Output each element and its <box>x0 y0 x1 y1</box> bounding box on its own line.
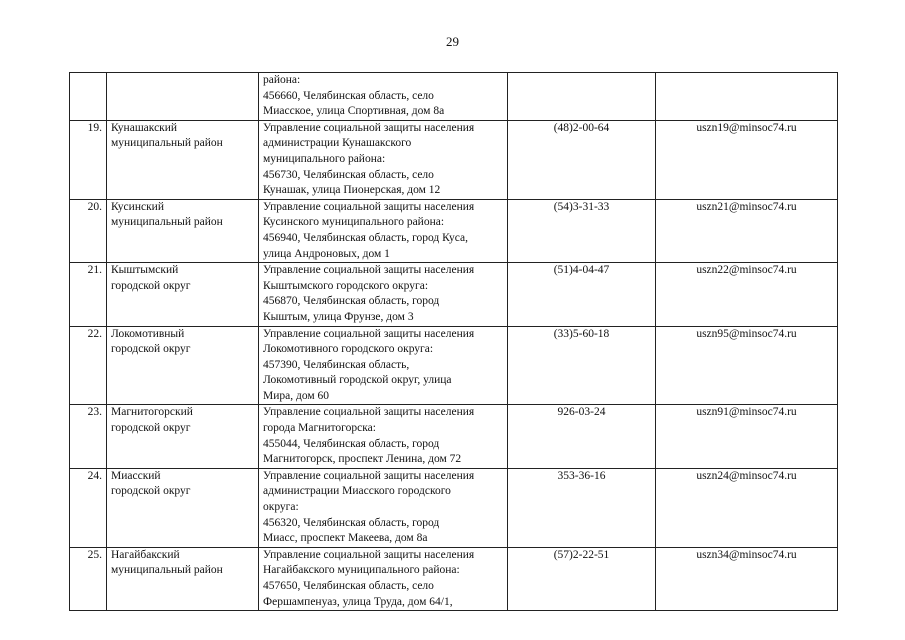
agency-address-line: Управление социальной защиты населения <box>263 548 475 561</box>
district-name-line: Миасский <box>111 469 161 482</box>
agency-address-line: 456320, Челябинская область, город <box>263 516 440 529</box>
agency-address-line: Кыштым, улица Фрунзе, дом 3 <box>263 310 414 323</box>
row-number <box>70 73 107 121</box>
agency-address-line: 456870, Челябинская область, город <box>263 295 440 308</box>
district-name <box>107 120 259 199</box>
agency-address-line: города Магнитогорска: <box>263 422 376 435</box>
district-name-line: муниципальный район <box>111 216 223 229</box>
phone-number: 926-03-24 <box>508 405 656 468</box>
district-name-line: городской округ <box>111 485 191 498</box>
district-name-line: Кусинский <box>111 200 164 213</box>
email-address: uszn34@minsoc74.ru <box>656 547 838 610</box>
row-number: 25. <box>70 547 107 610</box>
table-row <box>70 326 838 405</box>
agency-address-line: Управление социальной защиты населения <box>263 327 475 340</box>
table-row <box>70 547 838 610</box>
district-name-line: муниципальный район <box>111 564 223 577</box>
agency-address-line: Миасс, проспект Макеева, дом 8а <box>263 532 428 545</box>
district-name <box>107 405 259 468</box>
district-name-line: муниципальный район <box>111 137 223 150</box>
phone-number: 353-36-16 <box>508 468 656 547</box>
district-name-line: Локомотивный <box>111 327 185 340</box>
row-number: 23. <box>70 405 107 468</box>
district-name <box>107 263 259 326</box>
agency-address-line: Управление социальной защиты населения <box>263 469 475 482</box>
phone-number: (33)5-60-18 <box>508 326 656 405</box>
district-name-line: Кунашакский <box>111 121 178 134</box>
phone-number: (57)2-22-51 <box>508 547 656 610</box>
district-name-line: городской округ <box>111 343 191 356</box>
agency-address-line: Нагайбакского муниципального района: <box>263 564 460 577</box>
phone-number: (51)4-04-47 <box>508 263 656 326</box>
row-number: 19. <box>70 120 107 199</box>
district-name-line: Магнитогорский <box>111 406 193 419</box>
agency-address-line: Кунашак, улица Пионерская, дом 12 <box>263 184 441 197</box>
agency-address-line: Кыштымского городского округа: <box>263 279 429 292</box>
district-name <box>107 326 259 405</box>
agency-address-line: администрации Миасского городского <box>263 485 451 498</box>
email-address: uszn24@minsoc74.ru <box>656 468 838 547</box>
table-row <box>70 73 838 121</box>
agency-address-line: 456660, Челябинская область, село <box>263 89 434 102</box>
district-name-line: городской округ <box>111 422 191 435</box>
district-name <box>107 468 259 547</box>
row-number: 22. <box>70 326 107 405</box>
agency-address <box>259 199 508 262</box>
page-number: 29 <box>446 34 459 49</box>
district-name-line: городской округ <box>111 279 191 292</box>
agency-address-line: Магнитогорск, проспект Ленина, дом 72 <box>263 453 462 466</box>
agency-address <box>259 468 508 547</box>
agency-address <box>259 547 508 610</box>
table-row <box>70 405 838 468</box>
agency-address-line: Локомотивный городской округ, улица <box>263 374 452 387</box>
agency-address-line: 456730, Челябинская область, село <box>263 168 434 181</box>
phone-number: (54)3-31-33 <box>508 199 656 262</box>
agency-address-line: администрации Кунашакского <box>263 137 412 150</box>
table-row <box>70 263 838 326</box>
agency-address-line: Управление социальной защиты населения <box>263 121 475 134</box>
agency-address <box>259 263 508 326</box>
phone-number <box>508 73 656 121</box>
email-address: uszn19@minsoc74.ru <box>656 120 838 199</box>
agency-address <box>259 326 508 405</box>
email-address: uszn22@minsoc74.ru <box>656 263 838 326</box>
agency-address <box>259 405 508 468</box>
agency-address-line: Миасское, улица Спортивная, дом 8а <box>263 105 445 118</box>
agency-address-line: муниципального района: <box>263 152 386 165</box>
email-address <box>656 73 838 121</box>
email-address: uszn91@minsoc74.ru <box>656 405 838 468</box>
agency-address <box>259 73 508 121</box>
agency-contact-table <box>69 72 838 611</box>
table-row <box>70 120 838 199</box>
agency-address-line: улица Андроновых, дом 1 <box>263 247 390 260</box>
agency-address-line: Фершампенуаз, улица Труда, дом 64/1, <box>263 595 453 608</box>
table-row <box>70 468 838 547</box>
district-name <box>107 547 259 610</box>
agency-address <box>259 120 508 199</box>
row-number: 20. <box>70 199 107 262</box>
district-name <box>107 199 259 262</box>
agency-address-line: района: <box>263 74 301 86</box>
row-number: 21. <box>70 263 107 326</box>
agency-address-line: Локомотивного городского округа: <box>263 343 434 356</box>
email-address: uszn21@minsoc74.ru <box>656 199 838 262</box>
district-name-line: Кыштымский <box>111 264 179 277</box>
table-row <box>70 199 838 262</box>
agency-address-line: 457650, Челябинская область, село <box>263 580 434 592</box>
agency-address-line: 455044, Челябинская область, город <box>263 437 440 450</box>
agency-address-line: Кусинского муниципального района: <box>263 216 445 229</box>
agency-address-line: 456940, Челябинская область, город Куса, <box>263 231 468 244</box>
district-name <box>107 73 259 121</box>
email-address: uszn95@minsoc74.ru <box>656 326 838 405</box>
phone-number: (48)2-00-64 <box>508 120 656 199</box>
agency-address-line: округа: <box>263 501 299 514</box>
agency-address-line: Управление социальной защиты населения <box>263 200 475 213</box>
agency-address-line: Мира, дом 60 <box>263 389 330 402</box>
agency-address-line: Управление социальной защиты населения <box>263 406 475 419</box>
district-name-line: Нагайбакский <box>111 548 180 561</box>
table-body <box>70 73 838 611</box>
agency-address-line: Управление социальной защиты населения <box>263 264 475 277</box>
row-number: 24. <box>70 468 107 547</box>
agency-address-line: 457390, Челябинская область, <box>263 358 410 371</box>
